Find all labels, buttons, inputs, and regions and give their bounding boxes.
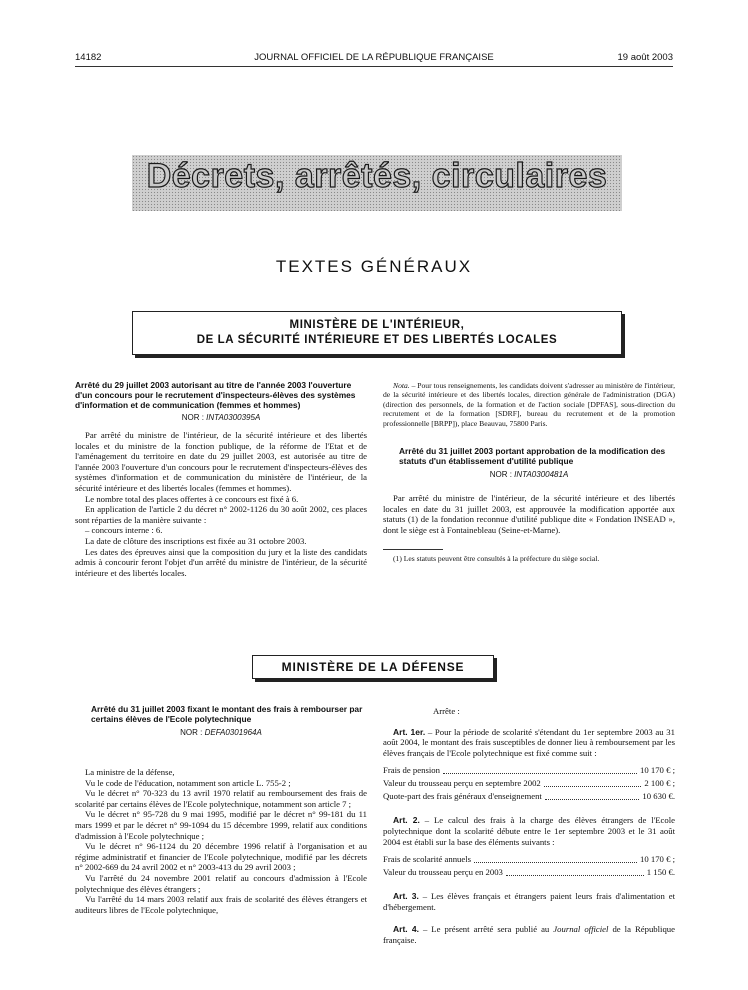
fee-label: Frais de pension [383,765,440,776]
visa: Vu le code de l'éducation, notamment son article L. 755-2 ; [85,777,291,788]
article-1 [383,727,675,759]
fee-row [383,790,675,803]
paragraph: – concours interne : 6. [85,525,163,536]
article-3-label: Art. 3. [393,891,419,902]
article-2-label: Art. 2. [393,815,420,826]
arrete-label: Arrête : [433,706,460,716]
article-1-text: – Pour la période de scolarité s'étendant du 1er septembre 2003 au 31 août 2004, le montant des frais susceptibles de donner lieu à remboursement par les élèves français de l'Ecole polytechnique est fixé comme suit : [383,726,675,758]
nor-code: INTA0300395A [206,413,261,422]
fee-value: 2 100 € ; [644,778,675,789]
nota-label: Nota. [393,381,410,390]
article-4-label: Art. 4. [393,924,419,935]
ministry-interieur-box [132,311,622,355]
fee-row [383,777,675,790]
footnote-rule [383,549,443,550]
journal-title: JOURNAL OFFICIEL DE LA RÉPUBLIQUE FRANÇAISE [254,52,494,63]
visa: Vu le décret n° 70-323 du 13 avril 1970 relatif au remboursement des frais de scolarité par certains élèves de l'Ecole polytechnique, notamment son article 7 ; [75,788,367,809]
paragraph: Par arrêté du ministre de l'intérieur, de la sécurité intérieure et des libertés locales en date du 31 juillet 2003, est approuvée la modification apportée aux statuts (1) de la fondation reconnue d'utilité publique dite « Fondation INSEAD », dont le siège est à Fontainebleau (Seine-et-Marne). [383,493,675,535]
visa: Vu l'arrêté du 14 mars 2003 relatif aux frais de scolarité des élèves étrangers et auditeurs libres de l'Ecole polytechnique, [75,894,367,915]
nota [383,381,675,428]
nor-label: NOR : [489,470,512,480]
right-column-upper [383,381,675,565]
ministry-defense-box [252,655,494,679]
article-2-text: – Le calcul des frais à la charge des élèves étrangers de l'Ecole polytechnique dont la scolarité débute entre le 1er septembre 2003 et le 31 août 2004 est établi sur la base des éléments suivants : [383,815,675,847]
section-title: TEXTES GÉNÉRAUX [275,257,473,276]
paragraph: La date de clôture des inscriptions est fixée au 31 octobre 2003. [85,535,307,546]
visa: Vu le décret n° 96-1124 du 20 décembre 1996 relatif à l'organisation et au régime administratif et financier de l'Ecole polytechnique, modifié par les décrets n° 2002-669 du 24 avril 2002 et n° 2003-413 du 29 avril 2003 ; [75,841,367,873]
fee-label: Quote-part des frais généraux d'enseignement [383,791,542,802]
banner-title: Décrets, arrêtés, circulaires [146,157,608,195]
fee-value: 10 170 € ; [640,854,675,865]
fee-label: Valeur du trousseau perçu en septembre 2002 [383,778,541,789]
nor-code: INTA0300481A [514,470,569,480]
visa: Vu l'arrêté du 24 novembre 2001 relatif au concours d'admission à l'Ecole polytechnique des élèves étrangers ; [75,872,367,894]
arrete-insead-nor [383,470,675,479]
arrete-polytechnique-nor [75,728,367,737]
header-rule [75,66,673,67]
article-4 [383,924,675,945]
nor-label: NOR : [180,728,203,737]
journal-name: Journal officiel [553,924,609,935]
article-3 [383,891,675,912]
article-4-text-end: de la République française. [383,924,676,945]
arrete-concours [75,380,367,578]
fee-value: 10 170 € ; [640,765,675,776]
nor-label: NOR : [181,413,204,422]
visa: La ministre de la défense, [85,767,175,777]
footnote: (1) Les statuts peuvent être consultés à la préfecture du siège social. [393,554,600,564]
visa: Vu le décret n° 95-728 du 9 mai 1995, modifié par le décret n° 99-181 du 11 mars 1999 et par le décret n° 99-1094 du 15 décembre 1999, relatif aux conditions d'admission à l'Ecole polytechnique ; [75,809,367,841]
fee-value: 10 630 €. [642,791,675,802]
article-2 [383,815,675,847]
arrete-insead-title: Arrêté du 31 juillet 2003 portant approbation de la modification des statuts d'un établissement d'utilité publique [399,446,666,467]
arrete-polytechnique-left [75,704,367,915]
paragraph: Le nombre total des places offertes à ce concours est fixé à 6. [85,493,299,504]
arrete-polytechnique-title: Arrêté du 31 juillet 2003 fixant le montant des frais à rembourser par certains élèves de l'Ecole polytechnique [91,704,363,724]
arrete-polytechnique-right [383,706,675,946]
ministry-defense-title: MINISTÈRE DE LA DÉFENSE [281,660,465,674]
category-banner [132,155,622,211]
fee-row [383,866,675,879]
publication-date: 19 août 2003 [617,52,673,63]
article-3-text: – Les élèves français et étrangers paient leurs frais d'alimentation et d'hébergement. [383,891,675,912]
nor-code: DEFA0301964A [204,728,262,737]
nota-text: – Pour tous renseignements, les candidats doivent s'adresser au ministère de l'intérieur, de la sécurité intérieure et des libertés locales, direction générale de l'administration (DGA) (direction des personnels, de la formation et de l'action sociale [DPFAS], sous-direction du recrutement et de la formation [SDRF], bureau du recrutement et de la promotion professionnelle [BRPP]), place Beauvau, 75800 Paris. [383,381,675,428]
paragraph: En application de l'article 2 du décret n° 2002-1126 du 30 août 2002, ces places sont réparties de la manière suivante : [75,504,367,525]
article-4-text: – Le présent arrêté sera publié au [418,924,554,935]
article-1-label: Art. 1er. [393,726,426,737]
fee-row [383,764,675,777]
fees-table-1 [383,764,675,803]
ministry-interieur-line1: MINISTÈRE DE L'INTÉRIEUR, [289,319,465,331]
arrete-concours-title: Arrêté du 29 juillet 2003 autorisant au titre de l'année 2003 l'ouverture d'un concours pour le recrutement d'inspecteurs-élèves des systèmes d'information et de communication (femmes et hommes) [75,380,356,410]
ministry-interieur-line2: DE LA SÉCURITÉ INTÉRIEURE ET DES LIBERTÉS LOCALES [196,334,558,346]
paragraph: Les dates des épreuves ainsi que la composition du jury et la liste des candidats admis à concourir feront l'objet d'un arrêté du ministre de l'intérieur, de la sécurité intérieure et des libertés locales. [75,546,367,578]
fee-row [383,853,675,866]
arrete-concours-nor [75,413,367,422]
fee-label: Valeur du trousseau perçu en 2003 [383,867,503,878]
fees-table-2 [383,853,675,879]
page-number: 14182 [75,52,102,63]
fee-value: 1 150 €. [646,867,675,878]
fee-label: Frais de scolarité annuels [383,854,472,865]
paragraph: Par arrêté du ministre de l'intérieur, de la sécurité intérieure et des libertés locales et du ministre de la fonction publique, de la réforme de l'Etat et de l'aménagement du territoire en date du 29 juillet 2003, est autorisée au titre de l'année 2003 l'ouverture d'un concours pour le recrutement d'inspecteurs-élèves des systèmes d'information et de communication du ministère de l'intérieur, de la sécurité intérieure et des libertés locales (femmes et hommes). [75,430,367,493]
